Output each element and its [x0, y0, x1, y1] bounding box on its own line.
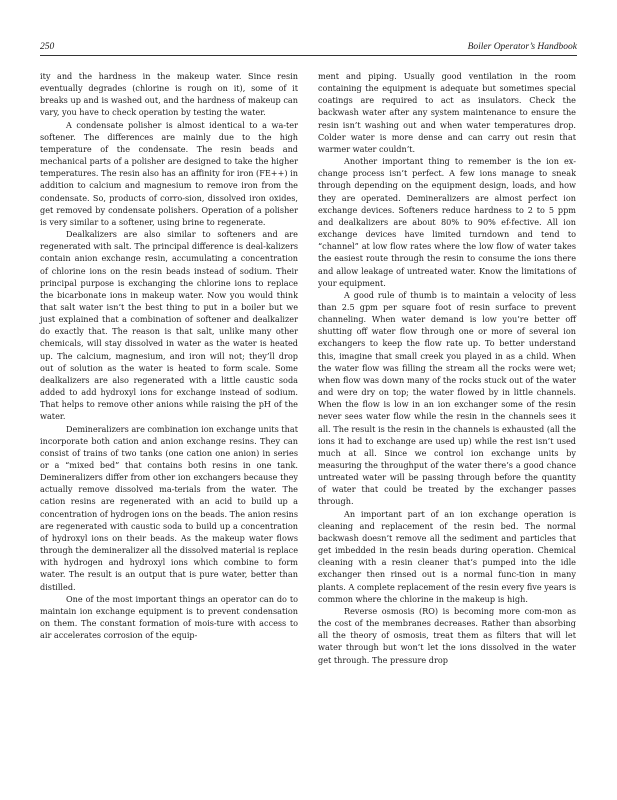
paragraph: One of the most important things an operator can do to maintain ion exchange equipment is to prevent condensation on them. The constant formation of mois-ture with access to air accelerates corrosion of the equip-	[40, 593, 298, 641]
paragraph: A condensate polisher is almost identical to a wa-ter softener. The differences are mainly due to the high temperature of the condensate. The resin beads and mechanical parts of a polisher are designed to take the higher temperatures. The resin also has an affinity for iron (FE++) in addition to calcium and magnesium to remove iron from the condensate. So, products of corro-sion, dissolved iron oxides, get removed by condensate polishers. Operation of a polisher is very similar to a softener, using brine to regenerate.	[40, 119, 298, 227]
paragraph: ment and piping. Usually good ventilation in the room containing the equipment is adequate but sometimes special coatings are required to act as insulators. Check the backwash water after any system maintenance to ensure the resin isn’t washing out and when water temperatures drop. Colder water is more dense and can carry out resin that warmer water couldn’t.	[318, 71, 576, 154]
paragraph: Demineralizers are combination ion exchange units that incorporate both cation and anion exchange resins. They can consist of trains of two tanks (one cation one anion) in series or a “mixed bed” that contains both resins in one tank. Demineralizers differ from other ion exchangers because they actually remove dissolved ma-terials from the water. The cation resins are regenerated with an acid to build up a concentration of hydrogen ions on the beads. The anion resins are regenerated with caustic soda to build up a concentration of hydroxyl ions on their beads. As the makeup water flows through the demineralizer all the dissolved material is replace with hydrogen and hydroxyl ions which combine to form water. The result is an output that is pure water, better than distilled.	[40, 423, 298, 592]
book-title: Boiler Operator’s Handbook	[467, 42, 577, 52]
left-column	[40, 70, 298, 641]
paragraph: Another important thing to remember is the ion ex-change process isn’t perfect. A few ions manage to sneak through depending on the equipment design, loads, and how they are operated. Demineralizers are almost perfect ion exchange devices. Softeners reduce hardness to 2 to 5 ppm and dealkalizers are about 80% to 90% ef-fective. All ion exchange devices have limited turndown and tend to “channel” at low flow rates where the low flow of water takes the easiest route through the resin to consume the ions there and allow leakage of untreated water. Know the limitations of your equipment.	[318, 156, 576, 288]
paragraph: Dealkalizers are also similar to softeners and are regenerated with salt. The principal difference is deal-kalizers contain anion exchange resin, accumulating a concentration of chlorine ions on the resin beads instead of sodium. Their principal purpose is exchanging the chlorine ions to replace the bicarbonate ions in makeup water. Now you would think that salt water isn’t the best thing to put in a boiler but we just explained that a combination of softener and dealkalizer do exactly that. The reason is that salt, unlike many other chemicals, will stay dissolved in water as the water is heated up. The calcium, magnesium, and iron will not; they’ll drop out of solution as the water is heated to form scale. Some dealkalizers are also regenerated with a little caustic soda added to add hydroxyl ions for exchange instead of sodium. That helps to remove other anions while raising the pH of the water.	[40, 229, 298, 422]
paragraph: Reverse osmosis (RO) is becoming more com-mon as the cost of the membranes decreases. Rather than absorbing all the theory of osmosis, treat them as filters that will let water through but won’t let the ions dissolved in the water get through. The pressure drop	[318, 605, 576, 665]
paragraph: An important part of an ion exchange operation is cleaning and replacement of the resin bed. The normal backwash doesn’t remove all the sediment and particles that get imbedded in the resin beads during operation. Chemical cleaning with a resin cleaner that’s pumped into the idle exchanger then rinsed out is a normal func-tion in many plants. A complete replacement of the resin every five years is common where the chlorine in the makeup is high.	[318, 508, 576, 604]
right-column	[318, 70, 576, 666]
page-number: 250	[40, 42, 55, 52]
paragraph: ity and the hardness in the makeup water. Since resin eventually degrades (chlorine is rough on it), some of it breaks up and is washed out, and the hardness of makeup can vary, you have to check operation by testing the water.	[40, 71, 298, 118]
paragraph: A good rule of thumb is to maintain a velocity of less than 2.5 gpm per square foot of resin surface to prevent channeling. When water demand is low you’re better off shutting off water flow through one or more of several ion exchangers to keep the flow rate up. To better understand this, imagine that small creek you played in as a child. When the water flow was filling the stream all the rocks were wet; when flow was down many of the rocks stuck out of the water and were dry on top; the water flowed by in little channels. When the flow is low in an ion exchanger some of the resin never sees water flow while the resin in the channels sees it all. The result is the resin in the channels is exhausted (all the ions it had to exchange are used up) while the rest isn’t used much at all. Since we control ion exchange units by measuring the throughput of the water there’s a good chance untreated water will be passing through before the quantity of water that could be treated by the exchanger passes through.	[318, 289, 576, 507]
running-header	[40, 42, 577, 56]
